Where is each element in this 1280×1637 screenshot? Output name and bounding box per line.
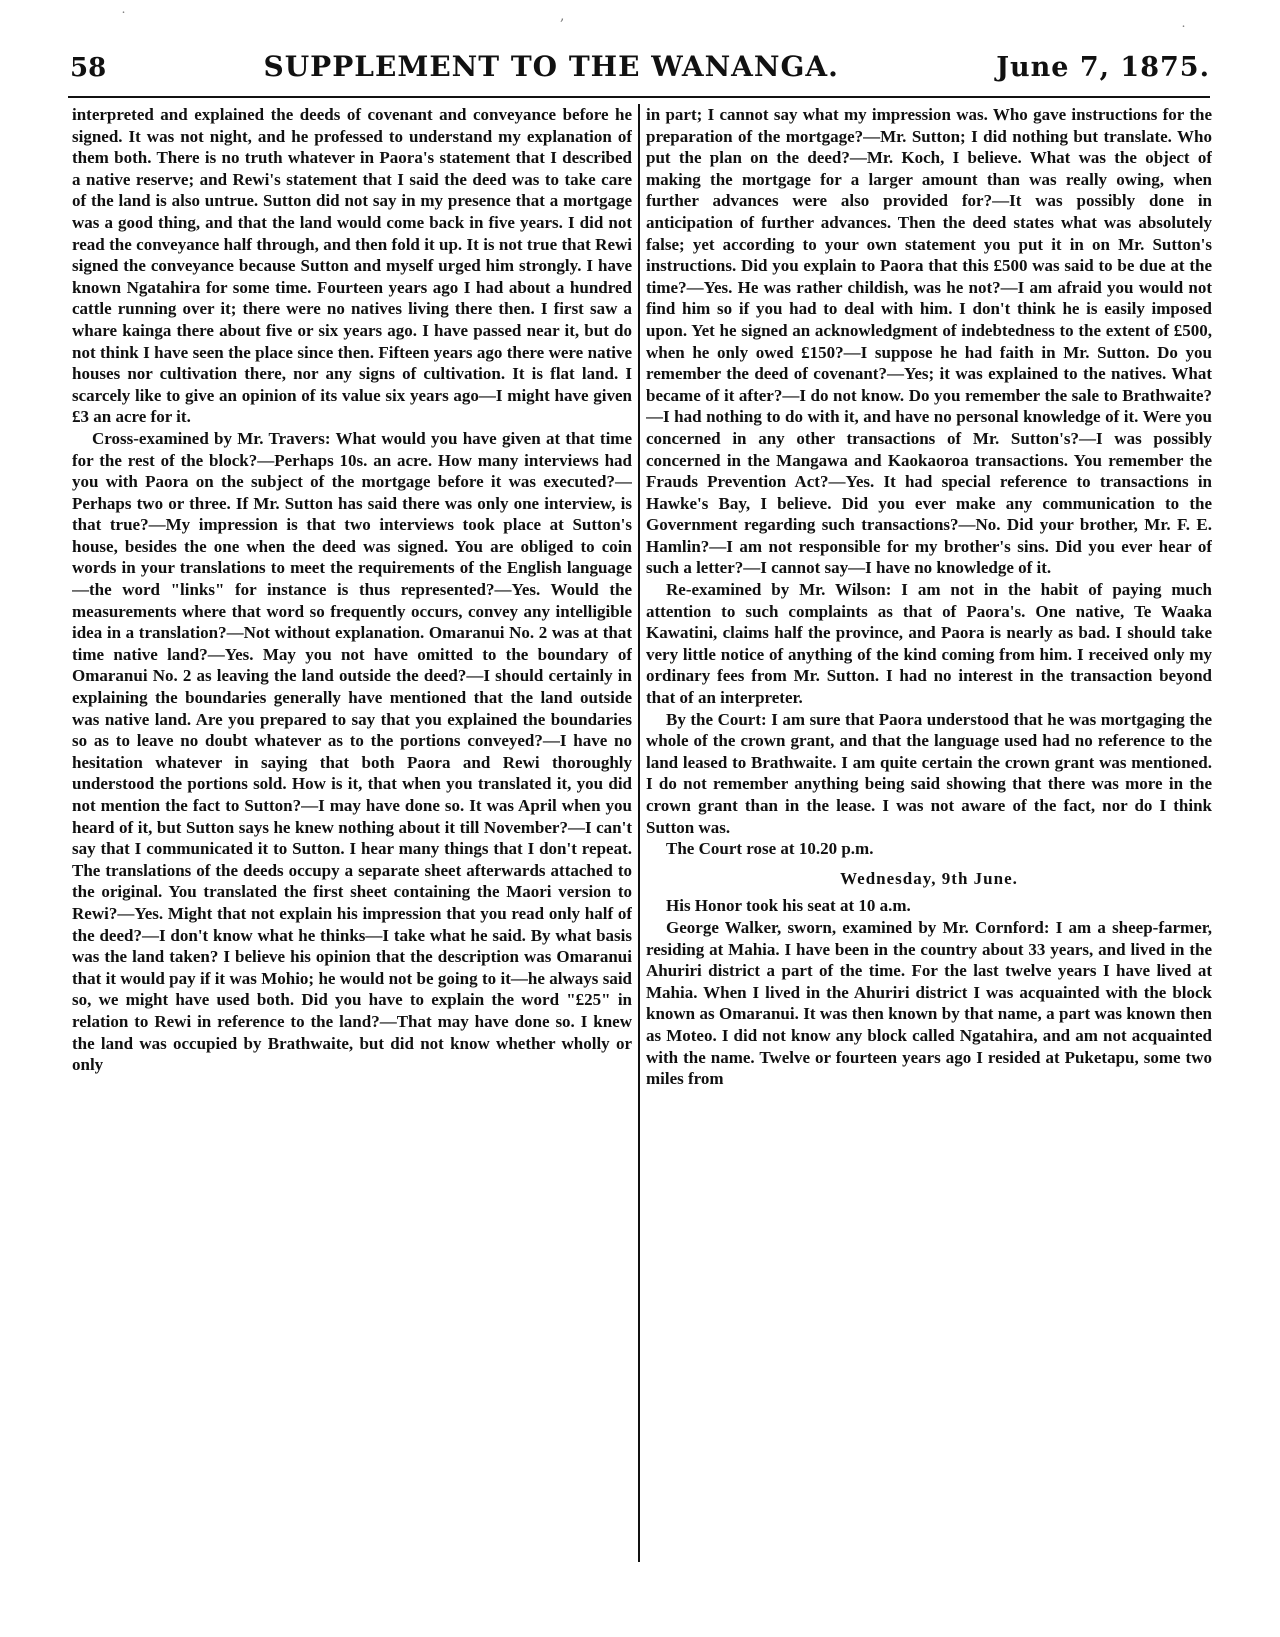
right-paragraph-1: in part; I cannot say what my impression was. Who gave instructions for the preparation of the mortgage?—Mr. Sutton; I did nothing but translate. Who put the plan on the deed?—Mr. Koch, I believe. What was the object of making the mortgage for a larger amount than was really owing, when further advances were also provided for?—It was possibly done in anticipation of further advances. Then the deed states what was absolutely false; yet according to your own statement you put it in on Mr. Sutton's instructions. Did you explain to Paora that this £500 was said to be due at the time?—Yes. He was rather childish, was he not?—I am afraid you would not find him so if you had to deal with him. I don't think he is easily imposed upon. Yet he signed an acknowledgment of indebtedness to the extent of £500, when he only owed £150?—I suppose he had faith in Mr. Sutton. Do you remember the deed of covenant?—Yes; it was explained to the natives. What became of it after?—I do not know. Do you remember the sale to Brathwaite?—I had nothing to do with it, and have no personal knowledge of it. Were you concerned in any other transactions of Mr. Sutton's?—I was possibly concerned in the Mangawa and Kaokaoroa transactions. You remember the Frauds Prevention Act?—Yes. It had special reference to transactions in Hawke's Bay, I believe. Did you ever make any communication to the Government regarding such transactions?—No. Did your brother, Mr. F. E. Hamlin?—I am not responsible for my brother's sins. Did you ever hear of such a letter?—I cannot say—I have no knowledge of it. xyxy=(646,105,1212,578)
column-divider xyxy=(638,104,640,1562)
masthead: SUPPLEMENT TO THE WANANGA. xyxy=(263,50,839,83)
right-column xyxy=(646,104,1212,1574)
scan-speck: , xyxy=(560,8,565,24)
header-rule xyxy=(68,96,1210,98)
scan-speck: ˙ xyxy=(120,10,127,26)
right-paragraph-2: Re-examined by Mr. Wilson: I am not in the habit of paying much attention to such complaints as that of Paora's. One native, Te Waaka Kawatini, claims half the province, and Paora is nearly as bad. I should take very little notice of anything of the kind coming from him. I received only my ordinary fees from Mr. Sutton. I had no interest in the transaction beyond that of an interpreter. xyxy=(646,580,1212,708)
day-paragraph-2: George Walker, sworn, examined by Mr. Cornford: I am a sheep-farmer, residing at Mahia. I have been in the country about 33 years, and lived in the Ahuriri district a part of the time. For the last twelve years I have lived at Mahia. When I lived in the Ahuriri district I was acquainted with the block known as Omaranui. It was then known by that name, a part was known then as Moteo. I did not know any block called Ngatahira, and am not acquainted with the name. Twelve or fourteen years ago I resided at Puketapu, some two miles from xyxy=(646,917,1212,1089)
right-paragraph-4: The Court rose at 10.20 p.m. xyxy=(666,839,874,859)
scan-speck: ˙ xyxy=(1180,24,1187,40)
left-column xyxy=(72,104,632,1574)
day-heading: Wednesday, 9th June. xyxy=(840,868,1018,888)
page-number: 58 xyxy=(70,53,107,83)
day-paragraph-1: His Honor took his seat at 10 a.m. xyxy=(666,896,911,916)
left-paragraph-1: interpreted and explained the deeds of covenant and conveyance before he signed. It was not night, and he professed to understand my explanation of them both. There is no truth whatever in Paora's statement that I described a native reserve; and Rewi's statement that I said the deed was to take care of the land is also untrue. Sutton did not say in my presence that a mortgage was a good thing, and that the land would come back in five years. I did not read the conveyance half through, and then fold it up. It is not true that Rewi signed the conveyance because Sutton and myself urged him strongly. I have known Ngatahira for some time. Fourteen years ago I had about a hundred cattle running over it; there were no natives living there then. I first saw a whare kainga there about five or six years ago. I have passed near it, but do not think I have seen the place since then. Fifteen years ago there were native houses nor cultivation there, nor any signs of cultivation. It is flat land. I scarcely like to give an opinion of its value six years ago—I might have given £3 an acre for it. xyxy=(72,105,632,427)
issue-date: June 7, 1875. xyxy=(996,52,1210,83)
right-paragraph-3: By the Court: I am sure that Paora understood that he was mortgaging the whole of the crown grant, and that the language used had no reference to the land leased to Brathwaite. I am quite certain the crown grant was mentioned. I do not remember anything being said showing that there was more in the crown grant than in the lease. I was not aware of the fact, nor do I think Sutton was. xyxy=(646,709,1212,837)
page-header xyxy=(70,50,1210,90)
left-paragraph-2: Cross-examined by Mr. Travers: What would you have given at that time for the rest of the block?—Perhaps 10s. an acre. How many interviews had you with Paora on the subject of the mortgage before it was executed?—Perhaps two or three. If Mr. Sutton has said there was only one interview, is that true?—My impression is that two interviews took place at Sutton's house, besides the one when the deed was signed. You are obliged to coin words in your translations to meet the requirements of the English language—the word "links" for instance is thus represented?—Yes. Would the measurements where that word so frequently occurs, convey any intelligible idea in a translation?—Not without explanation. Omaranui No. 2 was at that time native land?—Yes. May you not have omitted to the boundary of Omaranui No. 2 as leaving the land outside the deed?—I should certainly in explaining the boundaries generally have mentioned that the land outside was native land. Are you prepared to say that you explained the boundaries so as to leave no doubt whatever as to the portions conveyed?—I have no hesitation whatever in saying that both Paora and Rewi thoroughly understood the portions sold. How is it, that when you translated it, you did not mention the fact to Sutton?—I may have done so. It was April when you heard of it, but Sutton says he knew nothing about it till November?—I can't say that I communicated it to Sutton. I hear many things that I don't repeat. The translations of the deeds occupy a separate sheet afterwards attached to the original. You translated the first sheet containing the Maori version to Rewi?—Yes. Might that not explain his impression that you read only half of the deed?—I don't know what he thinks—I take what he said. By what basis was the land taken? I believe his opinion that the description was Omaranui that it would pay if it was Mohio; he would not be going to it—he always said so, we might have used both. Did you have to explain the word "£25" in relation to Rewi in reference to the land?—That may have done so. I knew the land was occupied by Brathwaite, but did not know whether wholly or only xyxy=(72,428,632,1075)
